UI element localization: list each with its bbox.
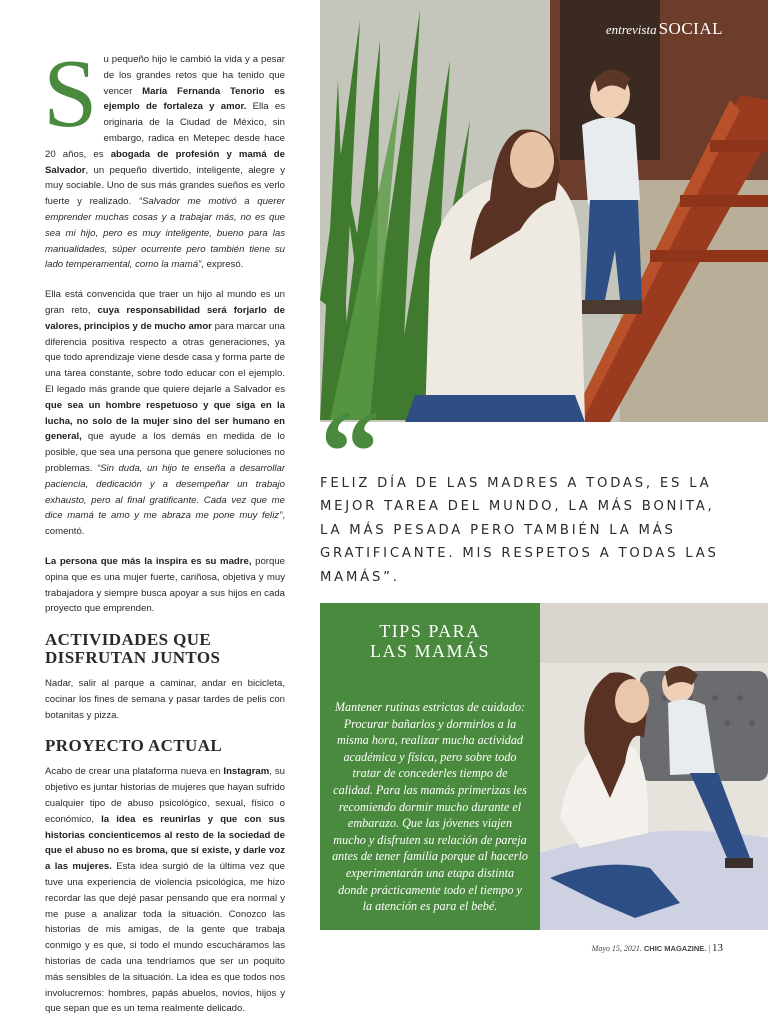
- text-run: , un pequeño divertido, inteligente, alegre y muy sociable. Uno de sus más grandes sueños es verlo fuerte y realizado.: [45, 164, 285, 208]
- tips-title-line: LAS MAMÁS: [369, 641, 491, 661]
- tips-box: [320, 603, 540, 930]
- text-run: porque opina que es una mujer fuerte, cariñosa, objetiva y muy trabajadora y siempre busca apoyar a sus hijos en cada proyecto que emprenden.: [45, 555, 285, 615]
- section-kicker: [606, 19, 723, 39]
- drop-cap: S: [43, 40, 98, 148]
- paragraph-inspiration: [45, 554, 285, 617]
- bold-run: La persona que más la inspira es su madre,: [45, 555, 252, 567]
- paragraph-values: [45, 287, 285, 540]
- italic-quote-run: “Sin duda, un hijo te enseña a desarrollar paciencia, dedicación y a desempeñar un trabajo exhausto, pero al final gratificante. Cada vez que me dice mamá te amo y me abraza me pone muy feliz”: [45, 462, 286, 522]
- footer-separator: |: [708, 944, 710, 953]
- page-footer: [592, 942, 723, 954]
- paragraph-intro: [43, 40, 285, 273]
- quote-mark-icon: “: [320, 385, 380, 518]
- bold-run: la idea es reunirlas y que con sus historias concienticemos al resto de la sociedad de que el abuso no es broma, que sí existe, y darle voz a las mujeres.: [45, 813, 285, 873]
- bold-run: abogada de profesión y mamá de Salvador: [45, 148, 285, 176]
- text-run: u pequeño hijo le cambió la vida y a pesar de los grandes retos que ha tenido que vencer: [103, 54, 285, 97]
- text-run: Acabo de crear una plataforma nueva en: [45, 766, 224, 778]
- hero-photo: [320, 0, 768, 422]
- kicker-section: SOCIAL: [658, 19, 723, 38]
- bold-run: María Fernanda Tenorio es ejemplo de fortaleza y amor.: [103, 85, 285, 113]
- bold-run: Instagram: [223, 766, 270, 778]
- page-number: 13: [712, 942, 723, 954]
- kicker-italic: entrevista: [605, 22, 657, 37]
- text-run: , comentó.: [45, 510, 285, 538]
- paragraph-project: [45, 764, 285, 1017]
- section-title-project: PROYECTO ACTUAL: [45, 736, 223, 756]
- bold-run: cuya responsabilidad será forjarlo de valores, principios y de mucho amor: [45, 304, 285, 332]
- tips-title: [320, 621, 540, 661]
- issue-date: Mayo 15, 2021.: [591, 944, 642, 953]
- text-run: para marcar una diferencia positiva respecto a otras generaciones, ya que todo aprendizaje viene desde casa y forma parte de una tarea constante, sobre todo educar con el ejemplo. El legado más grande que quiere dejarle a Salvador es: [45, 320, 285, 395]
- text-run: Ella es originaria de la Ciudad de México, sin embargo, radica en Metepec desde hace 20 años, es: [45, 101, 285, 160]
- tips-body: Mantener rutinas estrictas de cuidado: Procurar bañarlos y dormirlos a la misma hora, realizar mucha actividad académica y física, pero sobre todo tratar de concederles tiempo de calidad. Para las mamás primerizas les recomiendo dormir mucho durante el embarazo. Que las jóvenes viajen mucho y disfruten su relación de pareja antes de tener familia porque al hacerlo experimentarán una etapa distinta donde prácticamente todo el tiempo y la atención es para el bebé.: [332, 700, 528, 914]
- text-run: Ella está convencida que traer un hijo al mundo es un gran reto,: [45, 289, 285, 316]
- text-run: que ayude a los demás en medida de lo posible, que sea una persona que genere soluciones no problemas.: [45, 431, 285, 474]
- italic-quote-run: “Salvador me motivó a querer emprender muchas cosas y a trabajar más, no es que sea mi hijo, pero es muy inteligente, bueno para las manualidades, súper ocurrente pero también tiene su lado temperamental, como la mamá”: [45, 196, 285, 271]
- section-title-activities: ACTIVIDADES QUE DISFRUTAN JUNTOS: [45, 630, 221, 668]
- article-column: [43, 40, 286, 1031]
- mother-child-photo: [540, 603, 768, 930]
- bold-run: que sea un hombre respetuoso y que siga en la lucha, no solo de la mujer sino del ser humano en general,: [45, 399, 285, 443]
- mother-child-illustration: [540, 603, 768, 930]
- paragraph-activities: Nadar, salir al parque a caminar, andar en bicicleta, cocinar los fines de semana y pasar tardes de pelis con botanitas y pizza.: [45, 678, 285, 721]
- pull-quote: FELIZ DÍA DE LAS MADRES A TODAS, ES LA MEJOR TAREA DEL MUNDO, LA MÁS BONITA, LA MÁS PESADA PERO TAMBIÉN LA MÁS GRATIFICANTE. MIS RESPETOS A TODAS LAS MAMÁS”.: [320, 476, 719, 585]
- text-run: , su objetivo es juntar historias de mujeres que hayan sufrido cualquier tipo de abuso psicológico, sexual, físico o económico,: [45, 766, 285, 825]
- text-run: Esta idea surgió de la última vez que tuve una experiencia de violencia psicológica, me hizo recordar las que dejé pasar pensando que era normal y me puse a analizar toda la situación. Conozco las historias de mis amigas, de la gente que trabaja conmigo y es que, si todo el mundo escucháramos las historias de cada una tendríamos que ser un poquito más sensibles de la situación. La idea es que todos nos involucremos: hombres, papás abuelos, novios, hijos y que sepan que es un tema realmente delicado.: [45, 861, 285, 1015]
- magazine-name: CHIC MAGAZINE.: [643, 944, 707, 953]
- hero-photo-illustration: [320, 0, 768, 422]
- text-run: , expresó.: [201, 259, 244, 271]
- tips-title-line: TIPS PARA: [379, 621, 481, 641]
